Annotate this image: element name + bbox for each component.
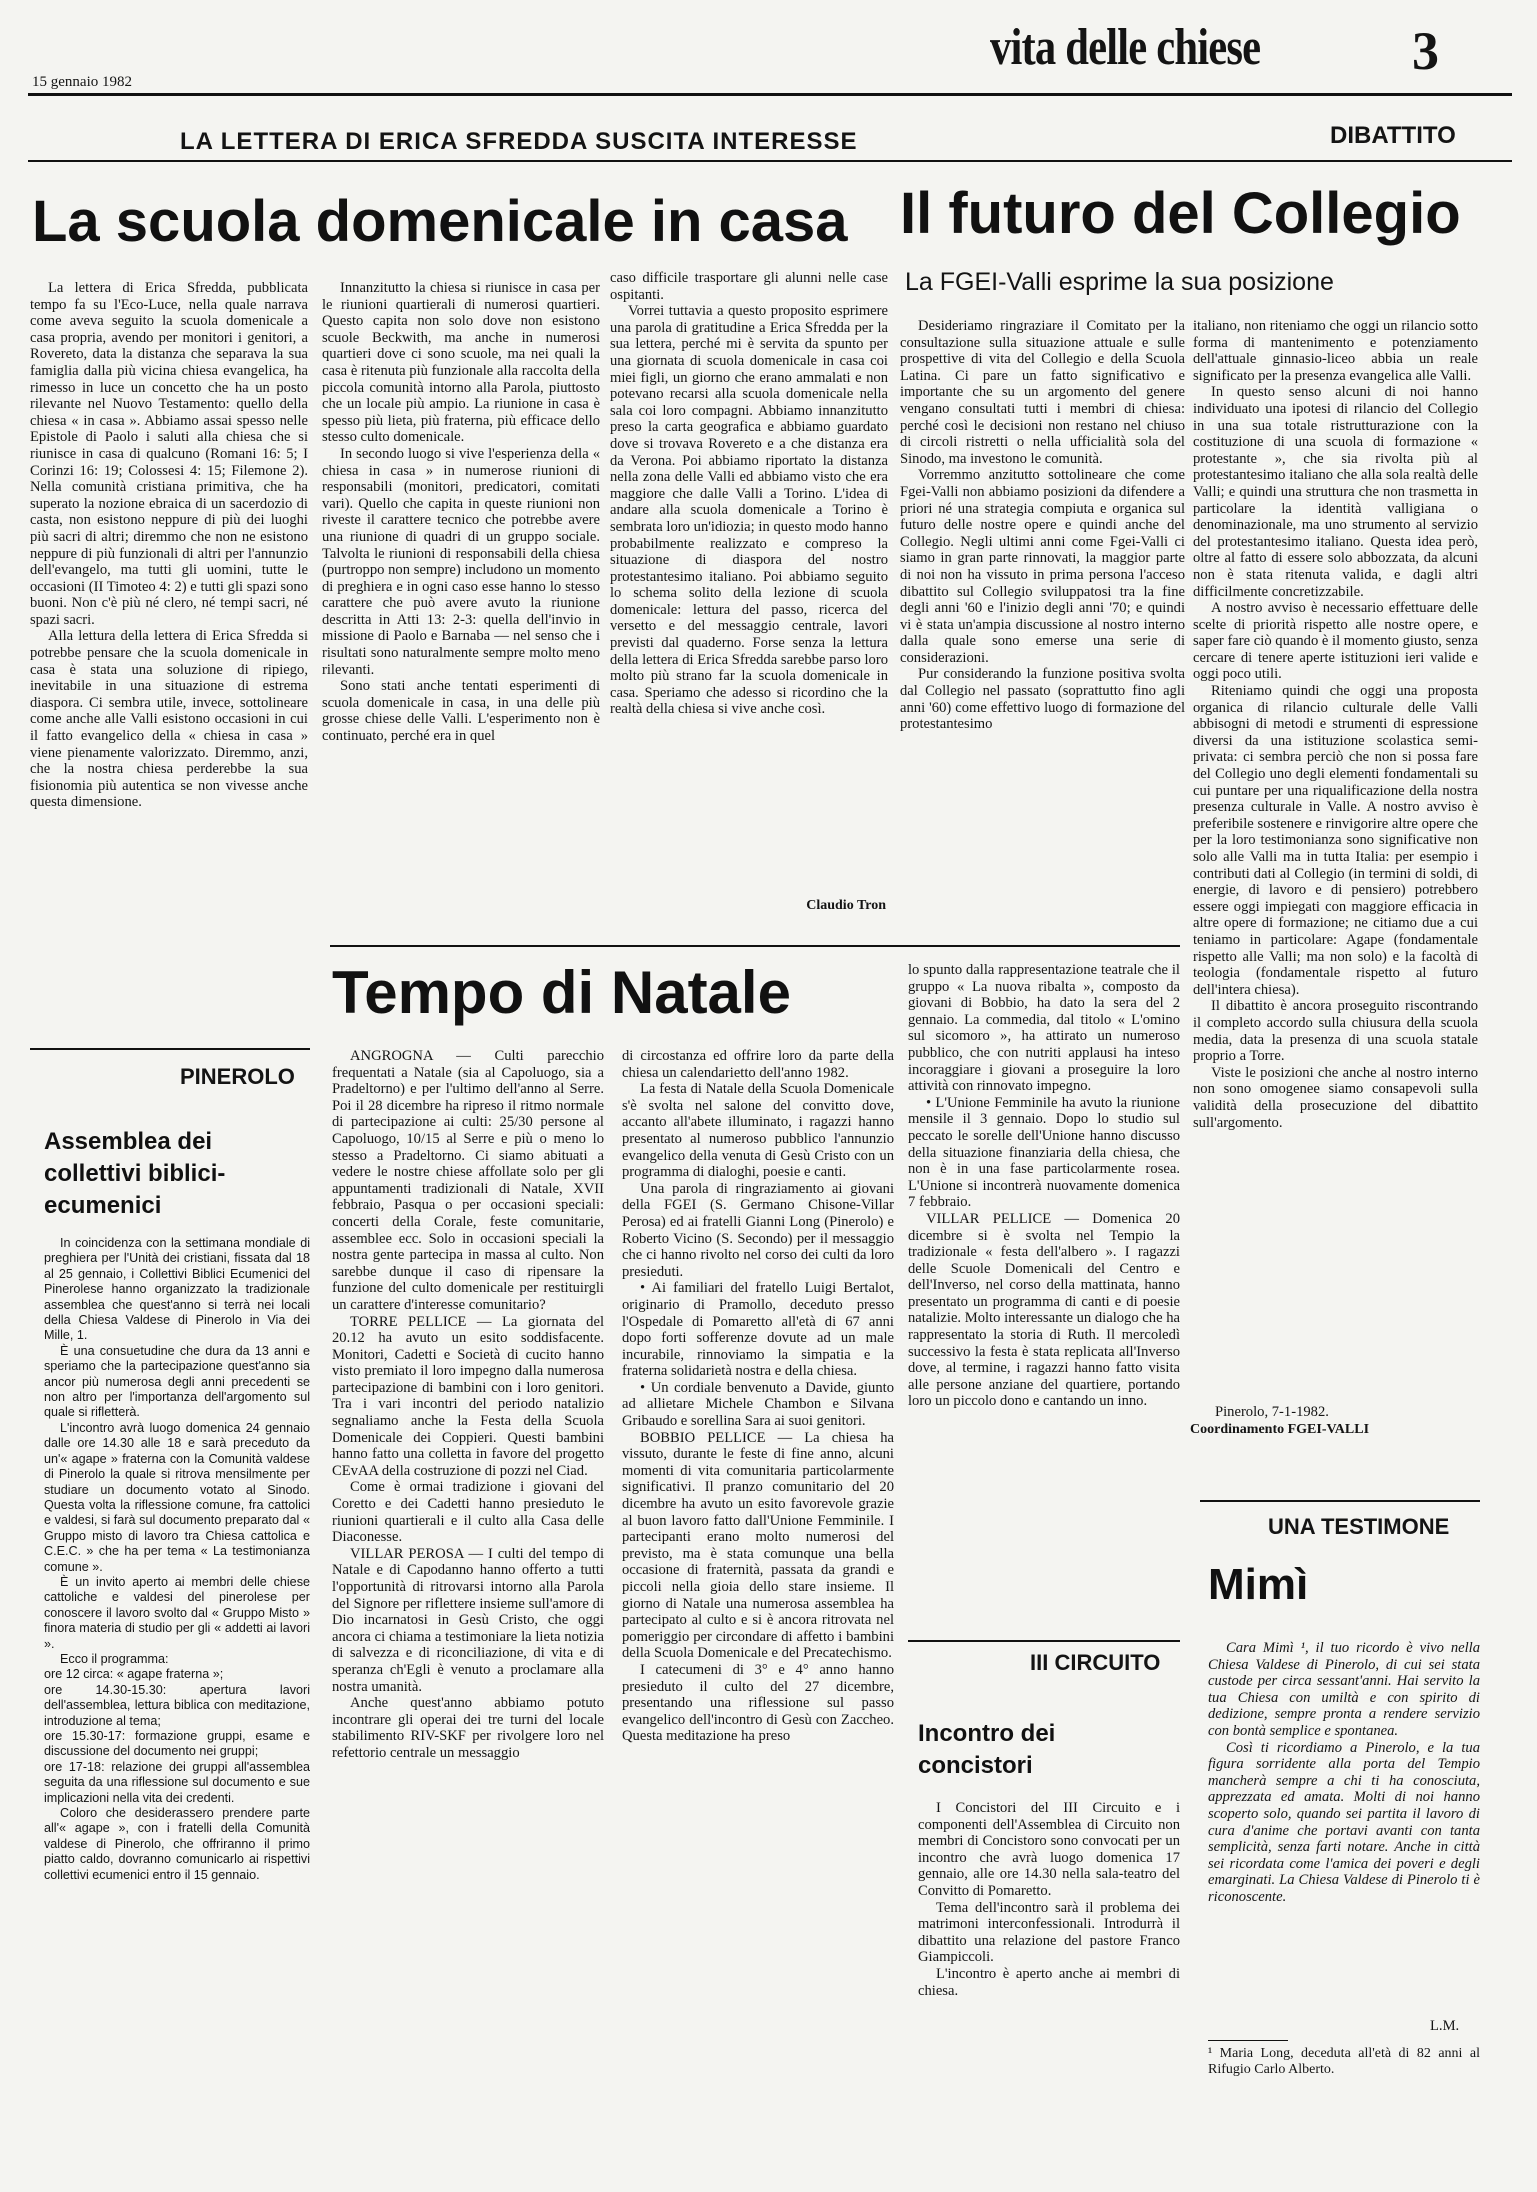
paragraph: ANGROGNA — Culti parecchio frequentati a Natale (sia al Capoluogo, sia a Pradeltorno) e per l'ultimo dell'anno al Serre. Poi il 28 dicembre ha ripreso il ritmo normale di partecipazione ai culti: 25/30 persone al Capoluogo, 10/15 al Serre e più o meno lo stesso a Pradeltorno. Ci siamo abituati a vedere le nostre chiese affollate solo per gli appuntamenti tradizionali di Natale, XVII febbraio, Pasqua o per occasioni speciali: concerti della Corale, feste comunitarie, assemblee ecc. Solo in occasioni speciali la nostra gente partecipa in massa al culto. Non sarebbe dunque il caso di ripensare la funzione del culto domenicale per restituirgli un carattere d'interesse comunitario? (332, 1048, 604, 1313)
left-article-kicker: LA LETTERA DI ERICA SFREDDA SUSCITA INTERESSE (180, 128, 858, 155)
paragraph: Anche quest'anno abbiamo potuto incontrare gli operai dei tre turni del locale stabilimento RIV-SKF per rivolgere loro nel refettorio centrale un messaggio (332, 1695, 604, 1761)
testimone-headline: Mimì (1208, 1560, 1309, 1609)
paragraph: Tema dell'incontro sarà il problema dei matrimoni interconfessionali. Introdurrà il dibattito una relazione del pastore Franco Giampiccoli. (918, 1899, 1180, 1966)
right-article-place-date: Pinerolo, 7-1-1982. (1215, 1404, 1329, 1420)
list-item: ore 14.30-15.30: apertura lavori dell'assemblea, lettura biblica con meditazione, introduzione al tema; (44, 1682, 310, 1728)
paragraph: • Ai familiari del fratello Luigi Bertalot, originario di Pramollo, deceduto presso l'Ospedale di Pomaretto all'età di 67 anni dopo forti sofferenze dovute ad un male incurabile, rinnoviamo la simpatia e la fraterna solidarietà nostra e della chiesa. (622, 1280, 894, 1380)
list-item: ore 12 circa: « agape fraterna »; (44, 1667, 224, 1682)
right-article-col1 (900, 318, 1185, 963)
paragraph: caso difficile trasportare gli alunni nelle case ospitanti. (610, 270, 888, 303)
list-item: ore 17-18: relazione dei gruppi all'assemblea seguita da una riflessione sul documento e sue implicazioni nella vita dei credenti. (44, 1759, 310, 1805)
header-rule (28, 93, 1512, 96)
paragraph: di circostanza ed offrire loro da parte della chiesa un calendarietto dell'anno 1982. (622, 1048, 894, 1081)
list-item: ore 15.30-17: formazione gruppi, esame e discussione del documento nei gruppi; (44, 1729, 310, 1759)
natale-top-rule (330, 945, 1180, 947)
paragraph: VILLAR PELLICE — Domenica 20 dicembre si è svolta nel Tempio la tradizionale « festa dell'albero ». I ragazzi delle Scuole Domenicali del Centro e dell'Inverso, nel corso della mattinata, hanno presentato un programma di canti e di poesie natalizie. Molto interessante un dialogo che ha rappresentato la storia di Ruth. Il mercoledì successivo la festa è stata replicata all'Inverso dove, al termine, i ragazzi hanno fatto visita alle persone anziane del quartiere, portando loro un piccolo dono e cantando un inno. (908, 1210, 1180, 1410)
paragraph: L'incontro è aperto anche ai membri di chiesa. (918, 1965, 1180, 1999)
paragraph: italiano, non riteniamo che oggi un rilancio sotto forma di mantenimento e potenziamento dell'attuale ginnasio-liceo abbia un reale significato per la presenza evangelica alle Valli. (1193, 318, 1478, 384)
paragraph: Desideriamo ringraziare il Comitato per la consultazione sulla situazione attuale e sulle prospettive di vita del Collegio e della Scuola Latina. Ci pare un fatto significativo e importante che su un argomento del genere vengano consultati tutti i membri di chiesa: perché così le decisioni non restano nel chiuso di circoli ristretti o nella ufficialità sola del Sinodo, ma investono le comunità. (900, 318, 1185, 467)
paragraph: Il dibattito è ancora proseguito riscontrando il completo accordo sulla chiusura della scuola media, data la presenza di una scuola statale proprio a Torre. (1193, 998, 1478, 1065)
issue-date: 15 gennaio 1982 (32, 74, 132, 90)
dibattito-tag: DIBATTITO (1330, 122, 1456, 149)
paragraph: I Concistori del III Circuito e i componenti dell'Assemblea di Circuito non membri di Concistoro sono convocati per un incontro che avrà luogo domenica 17 gennaio, alle ore 14.30 nella sala-teatro del Convitto di Pomaretto. (918, 1800, 1180, 1899)
paragraph: BOBBIO PELLICE — La chiesa ha vissuto, durante le feste di fine anno, alcuni momenti di vita comunitaria particolarmente significativi. Il pranzo comunitario del 20 dicembre ha avuto un esito favorevole grazie al buon lavoro fatto dall'Unione Femminile. I partecipanti erano molto numerosi del previsto, ma è stata comunque una bella occasione di fraternità, passata da grandi e piccoli nella gioia dello stare insieme. Il giorno di Natale una numerosa assemblea ha partecipato al culto e si è ancora ritrovata nel pomeriggio per circondare di affetto i bambini della Scuola Domenicale e del Precatechismo. (622, 1429, 894, 1662)
paragraph: In coincidenza con la settimana mondiale di preghiera per l'Unità dei cristiani, fissata dal 18 al 25 gennaio, i Collettivi Biblici Ecumenici del Pinerolese hanno organizzato la tradizionale assemblea che quest'anno si terrà nei locali della Chiesa Valdese di Pinerolo in Via dei Mille, 1. (44, 1236, 310, 1343)
paragraph: È una consuetudine che dura da 13 anni e speriamo che la partecipazione quest'anno sia ancor più numerosa degli anni precedenti se non altro per l'importanza dell'argomento sul quale si rifletterà. (44, 1343, 310, 1420)
paragraph: Vorrei tuttavia a questo proposito esprimere una parola di gratitudine a Erica Sfredda per la sua lettera, perché mi è servita da spunto per una giornata di scuola domenicale in casa coi miei figli, un giorno che erano ammalati e non potevano recarsi alla scuola domenicale nella sala coi loro compagni. Abbiamo innanzitutto preso la carta geografica e abbiamo guardato dove si trovava Rovereto e a che distanza era da Verona. Poi abbiamo riportato la distanza nella zona delle Valli ed abbiamo visto che era maggiore che dalle Valli a Torino. L'idea di andare alla scuola domenicale a Torino è sembrata loro un'idiozia; in questo modo hanno probabilmente realizzato e compreso la situazione di diaspora del nostro protestantesimo italiano. Poi abbiamo seguito lo schema solito della lezione di scuola domenicale: lettura del passo, ricerca del versetto e del messaggio centrale, lavori previsti dal quaderno. Forse senza la lettura della lettera di Erica Sfredda sarebbe parso loro molto più strano far la scuola domenicale in casa. Speriamo che adesso si ricordino che la realtà della chiesa si vive anche così. (610, 303, 888, 718)
left-article-signature: Claudio Tron (806, 898, 886, 913)
paragraph: Innanzitutto la chiesa si riunisce in casa per le riunioni quartierali di numerosi quartieri. Questo capita non solo dove non esistono scuole Beckwith, ma anche in numerosi quartieri dove ci sono scuole, ma nei quali la casa è ritenuta più funzionale alla raccolta della piccola comunità intorno alla Parola, piuttosto che un locale più ampio. La riunione in casa è spesso più lieta, più fraterna, più efficace dello stesso culto domenicale. (322, 280, 600, 446)
left-article-col1 (30, 280, 308, 1030)
right-article-signature: Coordinamento FGEI-VALLI (1190, 1422, 1370, 1437)
paragraph: In questo senso alcuni di noi hanno individuato una ipotesi di rilancio del Collegio in una sua totale ristrutturazione con la costituzione di una scuola di formazione « protestante », che sia rivolta più al protestantesimo italiano che alla sola realtà delle Valli; e quindi una struttura che non trasmetta in particolare la identità valligiana o denominazionale, ma uno strumento al servizio del protestantesimo italiano. Questa idea però, oltre al fatto di essere solo abbozzata, da alcuni non è stata ritenuta valida, e dagli altri difficilmente concretizzabile. (1193, 384, 1478, 600)
paragraph: Ecco il programma: (60, 1651, 169, 1666)
paragraph: Cara Mimì ¹, il tuo ricordo è vivo nella Chiesa Valdese di Pinerolo, di cui sei stata custode per circa sessant'anni. Hai servito la tua Chiesa con umiltà e con spirito di dedizione, sempre pronta a rendere servizio con bontà semplice e spontanea. (1208, 1640, 1480, 1739)
natale-col2 (622, 1048, 894, 2158)
paragraph: lo spunto dalla rappresentazione teatrale che il gruppo « La nuova ribalta », composto da giovani di Bobbio, ha dato la sera del 2 gennaio. La commedia, dal titolo « L'omino sul sicomoro », ha attirato un numeroso pubblico, che con nutriti applausi ha inteso incoraggiare i giovani a proseguire la loro attività con rinnovato impegno. (908, 962, 1180, 1095)
paragraph: L'incontro avrà luogo domenica 24 gennaio dalle ore 14.30 alle 18 e sarà preceduto da un'« agape » fraterna con la Comunità valdese di Pinerolo la quale si ritrova mensilmente per studiare un documento votato al Sinodo. Questa volta la riflessione comune, fra cattolici e valdesi, si farà sul documento preparato dal « Gruppo misto di lavoro tra Chiesa cattolica e C.E.C. » che ha per tema « La testimonianza comune ». (44, 1420, 310, 1574)
paragraph: Viste le posizioni che anche al nostro interno non sono omogenee siamo consapevoli sulla validità della prosecuzione del dibattito sull'argomento. (1193, 1064, 1478, 1131)
pinerolo-headline: Assemblea dei collettivi biblici-ecumenici (44, 1128, 226, 1219)
paragraph: Così ti ricordiamo a Pinerolo, e la tua figura sorridente alla porta del Tempio mancherà sempre a chi ti ha conosciuta, apprezzata ed amata. Molti di noi hanno scoperto solo, quando sei partita il lavoro di cura d'anime che portavi avanti con tanta semplicità, senza farti notare. Anche in città sei ricordata come l'amica dei poveri e degli emarginati. La Chiesa Valdese di Pinerolo ti è riconoscente. (1208, 1739, 1480, 1905)
footnote-rule (1208, 2040, 1288, 2041)
page-number: 3 (1412, 21, 1439, 81)
pinerolo-tag: PINEROLO (180, 1064, 295, 1089)
right-article-subhead: La FGEI-Valli esprime la sua posizione (905, 268, 1334, 296)
right-article-headline: Il futuro del Collegio (900, 181, 1461, 246)
natale-headline: Tempo di Natale (332, 959, 791, 1026)
paragraph: Coloro che desiderassero prendere parte all'« agape », con i fratelli della Comunità valdese di Pinerolo, che offriranno il primo piatto caldo, dovranno comunicarlo ai rispettivi collettivi ecumenici entro il 15 gennaio. (44, 1806, 310, 1882)
paragraph: La lettera di Erica Sfredda, pubblicata tempo fa su l'Eco-Luce, nella quale narrava come aveva seguito la scuola domenicale a casa propria, avendo per monitori i genitori, a Rovereto, data la distanza che separava la sua famiglia dalla più vicina chiesa evangelica, ha rimesso in luce un concetto che ha un posto rilevante nel Nuovo Testamento: quello della chiesa « in casa ». Abbiamo assai spesso nelle Epistole di Paolo i saluti alla chiesa che si riunisce in casa di qualcuno (Romani 16: 5; I Corinzi 16: 19; Colossesi 4: 15; Filemone 2). Nella comunità cristiana primitiva, che ha superato la nozione ebraica di un sacerdozio di casta, non esistono neppure di più dei luoghi più sacri di altri; diremmo che non ne esistono neppure di più funzionali di altri per l'annunzio dell'evangelo, ma tutti gli uomini, tutte le occasioni (II Timoteo 4: 2) e tutti gli spazi sono buoni. Non c'è più né clero, né tempi sacri, né spazi sacri. (30, 280, 308, 628)
paragraph: TORRE PELLICE — La giornata del 20.12 ha avuto un esito soddisfacente. Monitori, Cadetti e Società di cucito hanno visto premiato il loro impegno dalla numerosa partecipazione di bambini con i loro genitori. Tra i vari incontri del periodo natalizio segnaliamo anche la Festa della Scuola Domenicale dei Coppieri. Questi bambini hanno fatto una colletta in favore del progetto CEvAA della costruzione di pozzi nel Ciad. (332, 1313, 604, 1479)
right-article-col2 (1193, 318, 1478, 1393)
paragraph: È un invito aperto ai membri delle chiese cattoliche e valdesi del pinerolese per conoscere il lavoro svolto dal « Gruppo Misto » finora materia di studio per gli « addetti ai lavori ». (44, 1574, 310, 1651)
circuito-headline: Incontro dei concistori (918, 1720, 1056, 1779)
footnote: ¹ Maria Long, deceduta all'età di 82 anni al Rifugio Carlo Alberto. (1208, 2046, 1480, 2077)
paragraph: I catecumeni di 3° e 4° anno hanno presieduto il culto del 27 dicembre, presentando una riflessione sul passo evangelico dell'incontro di Gesù con Zaccheo. Questa meditazione ha preso (622, 1661, 894, 1745)
paragraph: Come è ormai tradizione i giovani del Coretto e dei Cadetti hanno presieduto le riunioni quartierali e il culto alla Casa delle Diaconesse. (332, 1479, 604, 1546)
section-title: vita delle chiese (990, 19, 1261, 76)
paragraph: • Un cordiale benvenuto a Davide, giunto ad allietare Michele Chambon e Silvana Gribaudo e sorellina Sara ai suoi genitori. (622, 1379, 894, 1430)
paragraph: Una parola di ringraziamento ai giovani della FGEI (S. Germano Chisone-Villar Perosa) ed ai fratelli Gianni Long (Pinerolo) e Roberto Vicino (S. Secondo) per il messaggio che ci hanno rivolto nel corso dei culti da loro presieduti. (622, 1180, 894, 1280)
testimone-footnote (1208, 2046, 1480, 2106)
testimone-signature: L.M. (1430, 2018, 1460, 2034)
circuito-body (918, 1800, 1180, 2160)
left-article-col2 (322, 280, 600, 920)
paragraph: • L'Unione Femminile ha avuto la riunione mensile il 3 gennaio. Dopo lo studio sul peccato le sorelle dell'Unione hanno discusso della situazione finanziaria della chiesa, che non è in una fase particolarmente rosea. L'Unione si incontrerà nuovamente domenica 7 febbraio. (908, 1094, 1180, 1211)
left-article-col3 (610, 270, 888, 910)
pinerolo-body (44, 1236, 310, 2156)
kicker-rule (28, 160, 1512, 162)
paragraph: La festa di Natale della Scuola Domenicale s'è svolta nel salone del convitto dove, accanto all'abete illuminato, i ragazzi hanno presentato al numeroso pubblico l'annunzio evangelico della venuta di Gesù Cristo con un programma di dialoghi, poesie e canti. (622, 1081, 894, 1181)
paragraph: Pur considerando la funzione positiva svolta dal Collegio nel passato (soprattutto fino agli anni '60) come effettivo luogo di formazione del protestantesimo (900, 666, 1185, 733)
paragraph: Alla lettura della lettera di Erica Sfredda si potrebbe pensare che la scuola domenicale in casa è stata una soluzione di ripiego, inevitabile in una situazione di estrema diaspora. Ci sembra utile, invece, sottolineare come anche alle Valli esistono occasioni in cui il fatto evangelico della « chiesa in casa » viene pienamente valorizzato. Diremmo, anzi, che la nostra chiesa perderebbe la sua fisionomia più autentica se non vivesse anche questa dimensione. (30, 628, 308, 811)
circuito-tag: III CIRCUITO (1030, 1650, 1161, 1675)
paragraph: Riteniamo quindi che oggi una proposta organica di rilancio culturale delle Valli abbisogni di metodi e strumenti di espressione diversi da una istituzione scolastica semi-privata: ci sembra perciò che non si possa fare del Collegio uno degli elementi fondamentali su cui puntare per una riqualificazione della nostra presenza culturale in Valle. A nostro avviso è preferibile sostenere e rinvigorire altre opere che per la loro testimonianza sono significative non solo alle Valli ma in tutta Italia: per esempio i contributi dati al Collegio (in termini di soldi, di energie, di lavoro e di pensiero) potrebbero essere oggi impiegati con maggiore efficacia in altre opere di formazione; ne citiamo due a cui teniamo in particolare: Agape (fondamentale rispetto alle Valli; ma non solo) e la facoltà di teologia (fondamentale rispetto al futuro dell'intera chiesa). (1193, 683, 1478, 998)
left-article-headline: La scuola domenicale in casa (32, 189, 848, 254)
circuito-rule (908, 1640, 1180, 1642)
testimone-body (1208, 1640, 1480, 2010)
paragraph: VILLAR PEROSA — I culti del tempo di Natale e di Capodanno hanno offerto a tutti l'opportunità di ritrovarsi intorno alla Parola del Signore per riflettere insieme sull'amore di Dio incarnatosi in Gesù Cristo, che oggi ancora ci chiama a testimoniare la lieta notizia di salvezza e di riconciliazione, di vita e di speranza ch'Egli è venuto a proclamare alla nostra umanità. (332, 1545, 604, 1695)
pinerolo-rule (30, 1048, 310, 1050)
testimone-rule (1200, 1500, 1480, 1502)
paragraph: Vorremmo anzitutto sottolineare che come Fgei-Valli non abbiamo posizioni da difendere a priori né una strategia compiuta e organica sul futuro delle nostre opere e quindi anche del Collegio. Negli ultimi anni come Fgei-Valli ci siamo in gran parte rinnovati, la maggior parte di noi non ha vissuto in prima persona l'acceso dibattito sul Collegio sviluppatosi tra la fine degli anni '60 e l'inizio degli anni '70; e quindi vi è stata un'ampia discussione al nostro interno dalla quale sono emerse una serie di considerazioni. (900, 467, 1185, 666)
natale-col3 (908, 962, 1180, 1602)
natale-col1 (332, 1048, 604, 2158)
testimone-tag: UNA TESTIMONE (1268, 1514, 1450, 1539)
paragraph: In secondo luogo si vive l'esperienza della « chiesa in casa » in numerose riunioni di responsabili (monitori, predicatori, comitati vari). Quello che capita in queste riunioni non riveste il carattere tecnico che potrebbe avere una riunione di quadri di un gruppo sociale. Talvolta le riunioni di responsabili della chiesa (purtroppo non sempre) includono un momento di preghiera e in ogni caso esse hanno lo stesso carattere che può avere avuto la riunione descritta in Atti 13: 2-3: quella dell'invio in missione di Paolo e Barnaba — nel senso che i risultati sono naturalmente sempre molto meno rilevanti. (322, 445, 600, 678)
paragraph: Sono stati anche tentati esperimenti di scuola domenicale in casa, in una delle più grosse chiese delle Valli. L'esperimento non è continuato, perché era in quel (322, 678, 600, 745)
paragraph: A nostro avviso è necessario effettuare delle scelte di priorità rispetto alle nostre opere, e saper fare ciò quando è il momento giusto, senza cercare di tenere aperte istituzioni ieri valide e oggi poco utili. (1193, 600, 1478, 683)
